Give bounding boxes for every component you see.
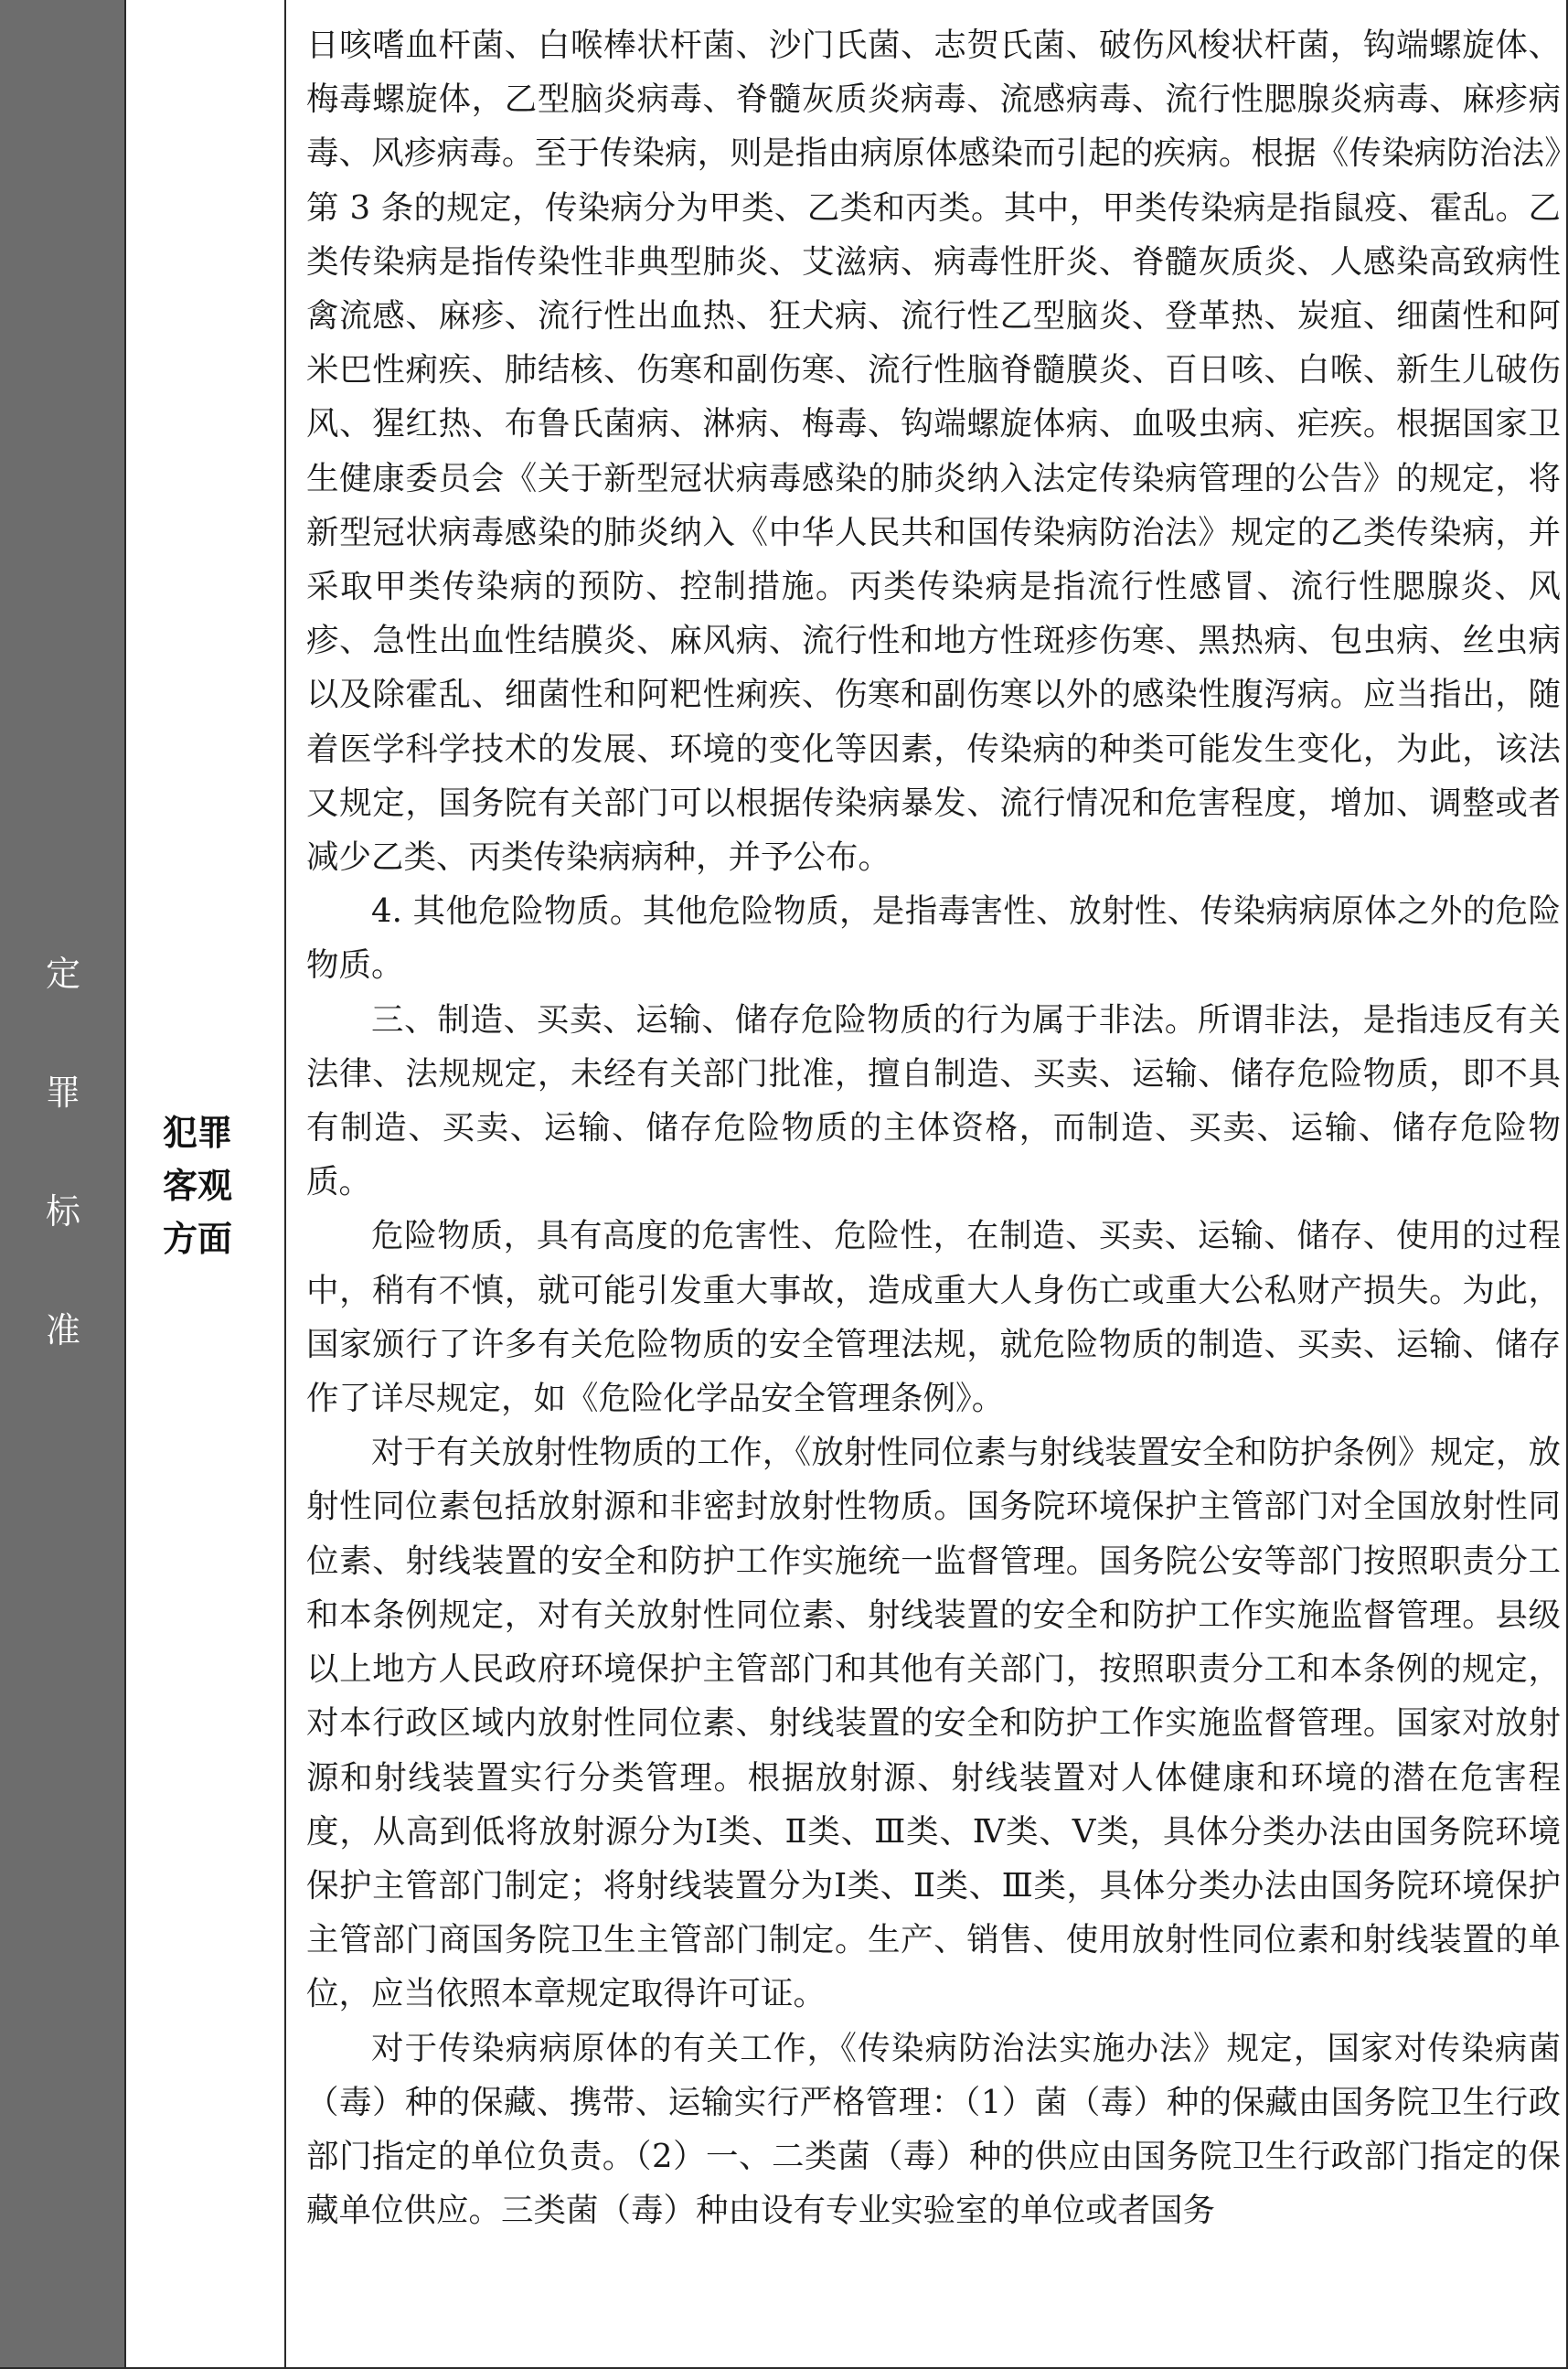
section-column: [126, 0, 286, 2369]
section-label: [163, 1106, 263, 1265]
paragraph: 对于传染病病原体的有关工作，《传染病防治法实施办法》规定，国家对传染病菌（毒）种的保藏、携带、运输实行严格管理：（1）菌（毒）种的保藏由国务院卫生行政部门指定的单位负责。（2）一、二类菌（毒）种的供应由国务院卫生行政部门指定的保藏单位供应。三类菌（毒）种由设有专业实验室的单位或者国务: [306, 2029, 1561, 2230]
section-label-line: 客观: [163, 1166, 233, 1206]
paragraph: 危险物质，具有高度的危害性、危险性，在制造、买卖、运输、储存、使用的过程中，稍有不慎，就可能引发重大事故，造成重大人身伤亡或重大公私财产损失。为此，国家颁行了许多有关危险物质的安全管理法规，就危险物质的制造、买卖、运输、储存作了详尽规定，如《危险化学品安全管理条例》。: [306, 1217, 1561, 1418]
paragraph: 对于有关放射性物质的工作，《放射性同位素与射线装置安全和防护条例》规定，放射性同位素包括放射源和非密封放射性物质。国务院环境保护主管部门对全国放射性同位素、射线装置的安全和防护工作实施统一监督管理。国务院公安等部门按照职责分工和本条例规定，对有关放射性同位素、射线装置的安全和防护工作实施监督管理。县级以上地方人民政府环境保护主管部门和其他有关部门，按照职责分工和本条例的规定，对本行政区域内放射性同位素、射线装置的安全和防护工作实施监督管理。国家对放射源和射线装置实行分类管理。根据放射源、射线装置对人体健康和环境的潜在危害程度，从高到低将放射源分为Ⅰ类、Ⅱ类、Ⅲ类、Ⅳ类、Ⅴ类，具体分类办法由国务院环境保护主管部门制定；将射线装置分为Ⅰ类、Ⅱ类、Ⅲ类，具体分类办法由国务院环境保护主管部门商国务院卫生主管部门制定。生产、销售、使用放射性同位素和射线装置的单位，应当依照本章规定取得许可证。: [306, 1434, 1561, 2013]
category-char: 标: [45, 1191, 80, 1232]
paragraph: 三、制造、买卖、运输、储存危险物质的行为属于非法。所谓非法，是指违反有关法律、法规规定，未经有关部门批准，擅自制造、买卖、运输、储存危险物质，即不具有制造、买卖、运输、储存危险物质的主体资格，而制造、买卖、运输、储存危险物质。: [306, 1000, 1561, 1201]
category-char: 定: [45, 954, 80, 994]
category-label: [0, 946, 126, 1422]
body-text: [306, 18, 1561, 2237]
category-char: 准: [45, 1310, 80, 1350]
content-column: [286, 0, 1568, 2369]
paragraph: 日咳嗜血杆菌、白喉棒状杆菌、沙门氏菌、志贺氏菌、破伤风梭状杆菌，钩端螺旋体、梅毒螺旋体，乙型脑炎病毒、脊髓灰质炎病毒、流感病毒、流行性腮腺炎病毒、麻疹病毒、风疹病毒。至于传染病，则是指由病原体感染而引起的疾病。根据《传染病防治法》第 3 条的规定，传染病分为甲类、乙类和丙类。其中，甲类传染病是指鼠疫、霍乱。乙类传染病是指传染性非典型肺炎、艾滋病、病毒性肝炎、脊髓灰质炎、人感染高致病性禽流感、麻疹、流行性出血热、狂犬病、流行性乙型脑炎、登革热、炭疽、细菌性和阿米巴性痢疾、肺结核、伤寒和副伤寒、流行性脑脊髓膜炎、百日咳、白喉、新生儿破伤风、猩红热、布鲁氏菌病、淋病、梅毒、钩端螺旋体病、血吸虫病、疟疾。根据国家卫生健康委员会《关于新型冠状病毒感染的肺炎纳入法定传染病管理的公告》的规定，将新型冠状病毒感染的肺炎纳入《中华人民共和国传染病防治法》规定的乙类传染病，并采取甲类传染病的预防、控制措施。丙类传染病是指流行性感冒、流行性腮腺炎、风疹、急性出血性结膜炎、麻风病、流行性和地方性斑疹伤寒、黑热病、包虫病、丝虫病以及除霍乱、细菌性和阿粑性痢疾、伤寒和副伤寒以外的感染性腹泻病。应当指出，随着医学科学技术的发展、环境的变化等因素，传染病的种类可能发生变化，为此，该法又规定，国务院有关部门可以根据传染病暴发、流行情况和危害程度，增加、调整或者减少乙类、丙类传染病病种，并予公布。: [306, 27, 1561, 877]
category-column: [0, 0, 126, 2369]
category-char: 罪: [45, 1072, 80, 1113]
section-label-line: 方面: [163, 1219, 233, 1259]
section-label-line: 犯罪: [163, 1113, 233, 1153]
paragraph: 4. 其他危险物质。其他危险物质，是指毒害性、放射性、传染病病原体之外的危险物质。: [306, 892, 1561, 985]
